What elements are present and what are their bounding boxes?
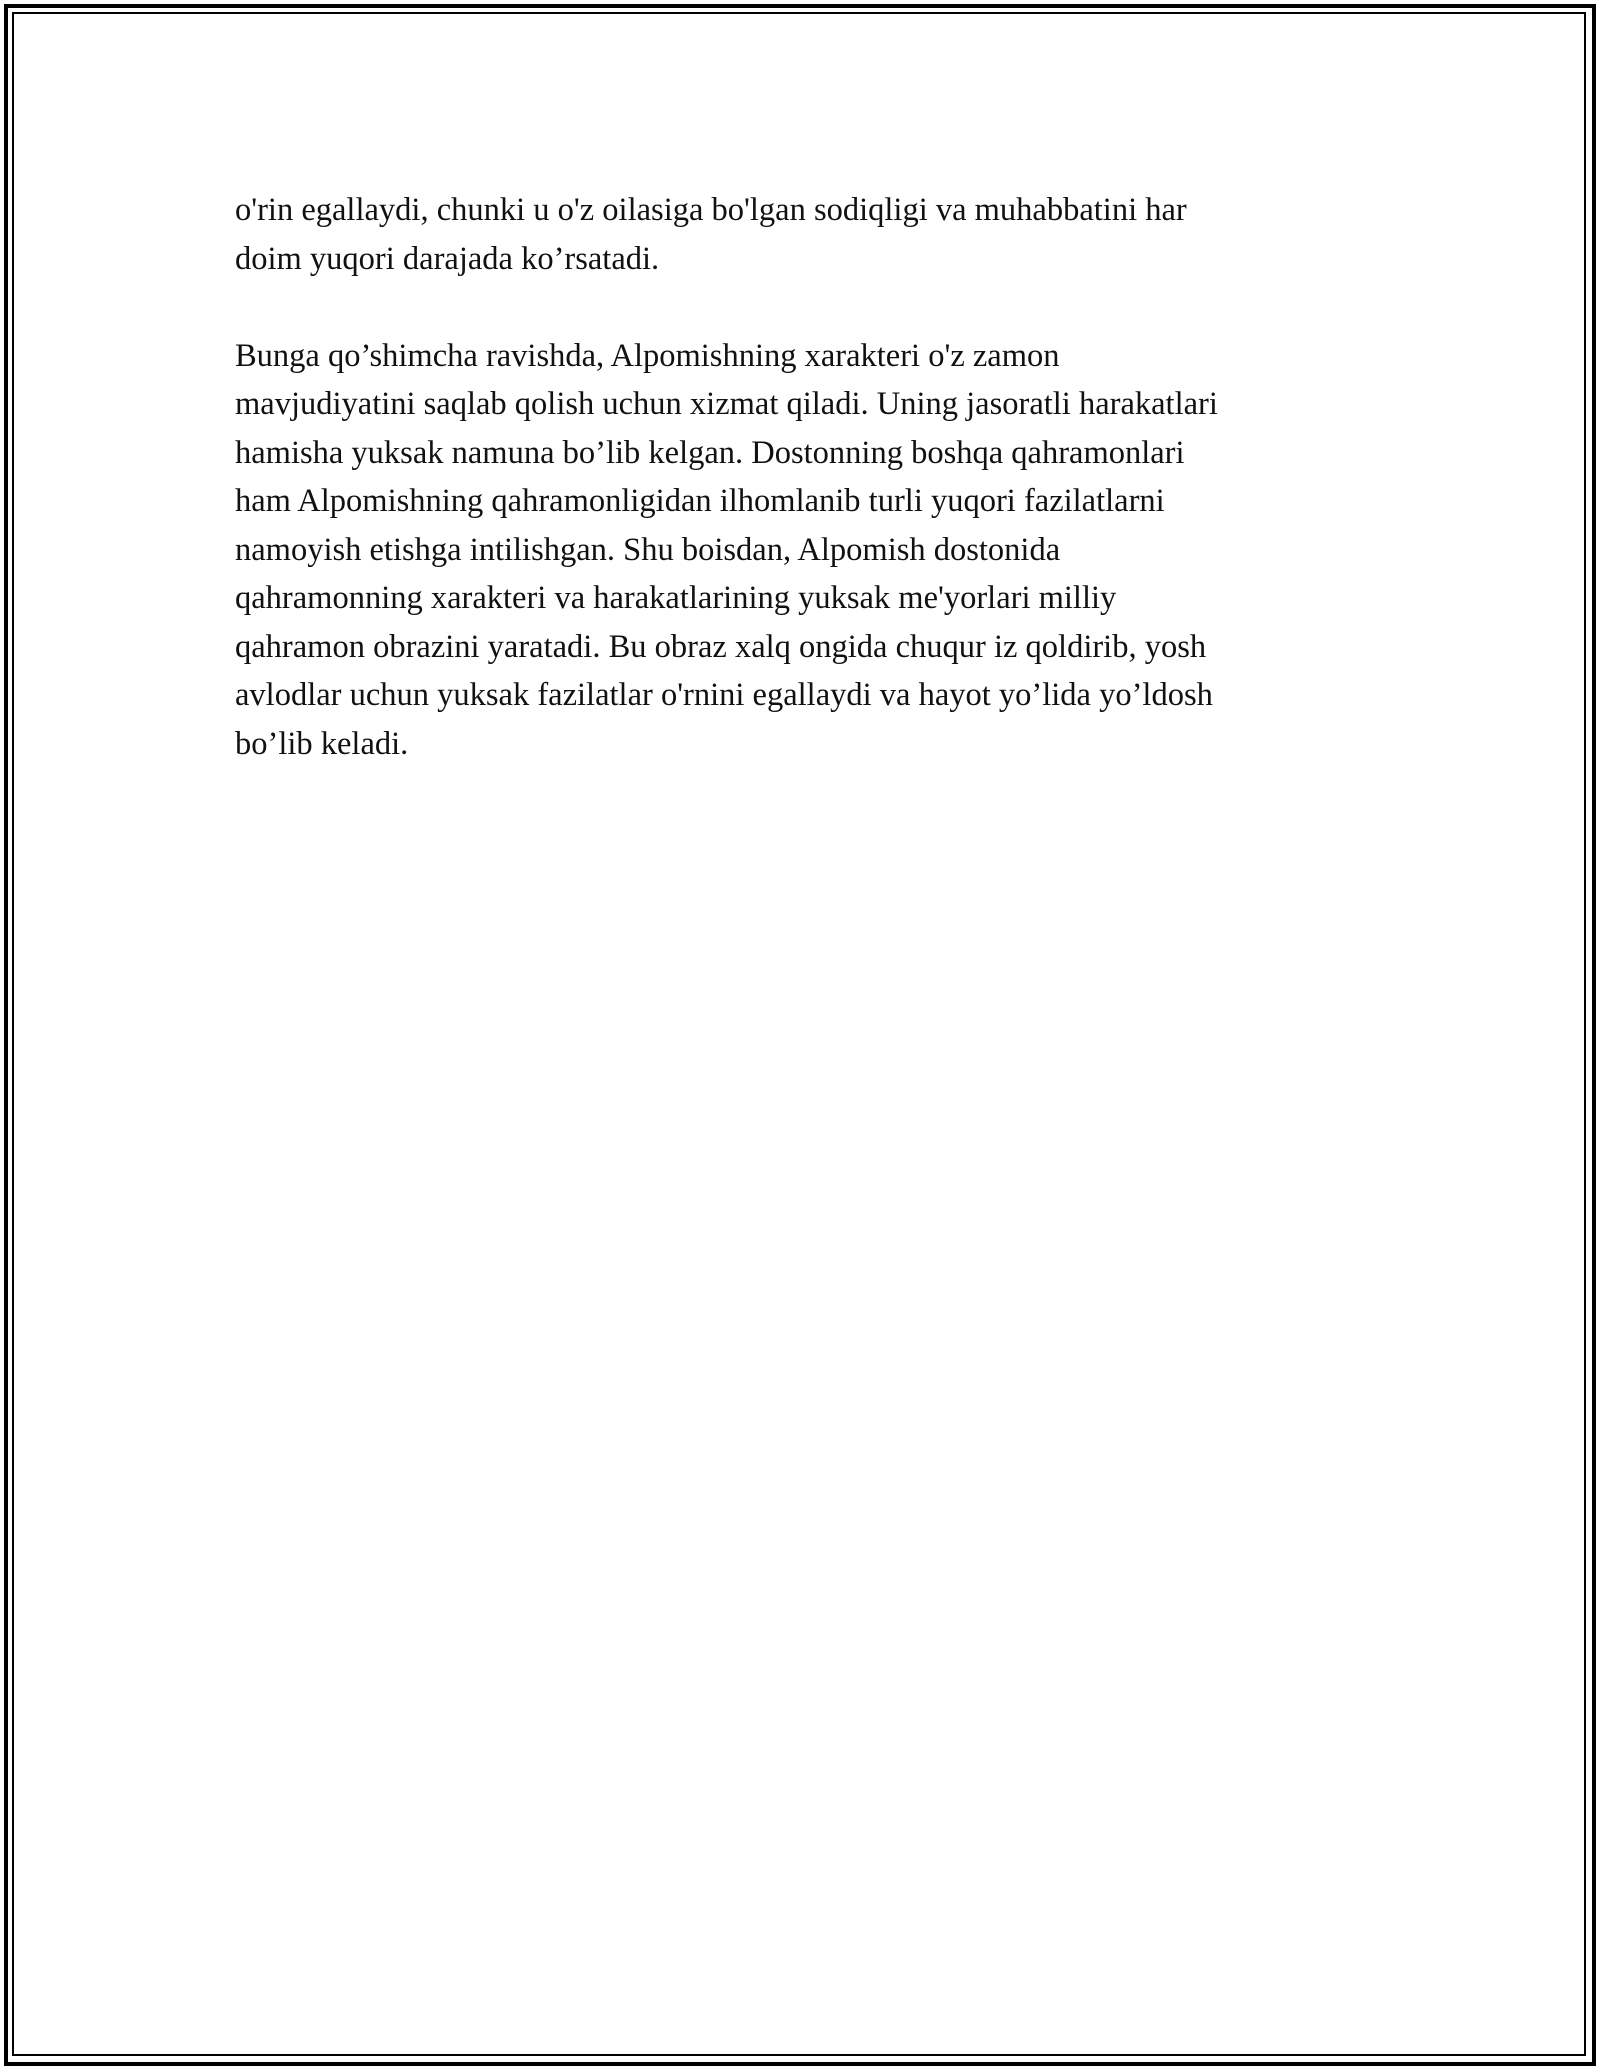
- paragraph-1: [235, 186, 1365, 283]
- text-line: qahramon obrazini yaratadi. Bu obraz xalq ongida chuqur iz qoldirib, yosh: [235, 628, 1207, 665]
- text-line: namoyish etishga intilishgan. Shu boisdan, Alpomish dostonida: [235, 531, 1061, 568]
- text-line: hamisha yuksak namuna bo’lib kelgan. Dostonning boshqa qahramonlari: [235, 434, 1185, 471]
- text-line: o'rin egallaydi, chunki u o'z oilasiga bo'lgan sodiqligi va muhabbatini har: [235, 192, 1187, 228]
- paragraph-2: [235, 332, 1365, 769]
- text-line: Bunga qo’shimcha ravishda, Alpomishning xarakteri o'z zamon: [235, 337, 1060, 374]
- text-line: ham Alpomishning qahramonligidan ilhomlanib turli yuqori fazilatlarni: [235, 483, 1165, 519]
- text-line: avlodlar uchun yuksak fazilatlar o'rnini egallaydi va hayot yo’lida yo’ldosh: [235, 677, 1213, 713]
- document-body: [235, 186, 1365, 768]
- text-line: mavjudiyatini saqlab qolish uchun xizmat qiladi. Uning jasoratli harakatlari: [235, 386, 1218, 422]
- text-line: doim yuqori darajada ko’rsatadi.: [235, 240, 660, 277]
- text-line: bo’lib keladi.: [235, 725, 409, 762]
- text-line: qahramonning xarakteri va harakatlarining yuksak me'yorlari milliy: [235, 580, 1117, 616]
